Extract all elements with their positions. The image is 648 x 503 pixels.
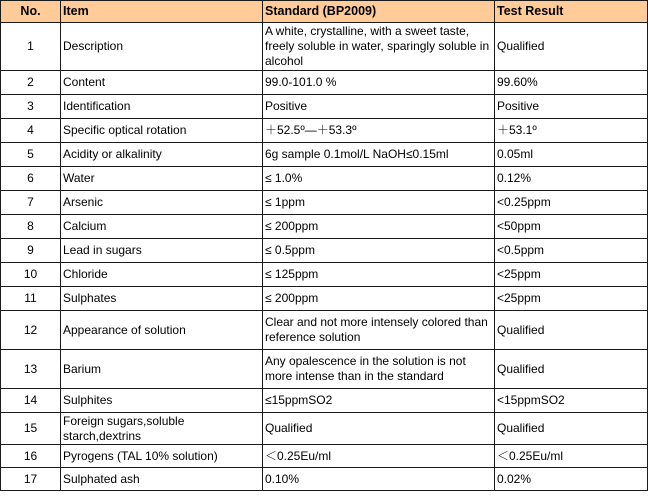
row-standard: ＜0.25Eu/ml	[263, 445, 495, 468]
row-item: Sulphates	[61, 287, 263, 311]
row-no: 5	[1, 143, 61, 167]
header-item: Item	[61, 1, 263, 23]
row-item: Sulphated ash	[61, 468, 263, 491]
row-standard: 0.10%	[263, 468, 495, 491]
header-row	[1, 1, 648, 23]
table-row	[1, 167, 648, 191]
table-row	[1, 287, 648, 311]
row-standard: ≤ 200ppm	[263, 215, 495, 239]
table-row	[1, 119, 648, 143]
row-no: 7	[1, 191, 61, 215]
row-item: Foreign sugars,soluble starch,dextrins	[61, 413, 263, 445]
table-row	[1, 445, 648, 468]
table-row	[1, 95, 648, 119]
row-standard: 6g sample 0.1mol/L NaOH≤0.15ml	[263, 143, 495, 167]
row-item: Water	[61, 167, 263, 191]
row-item: Calcium	[61, 215, 263, 239]
row-standard: Qualified	[263, 413, 495, 445]
table-row	[1, 23, 648, 71]
table-row	[1, 468, 648, 491]
table-row	[1, 311, 648, 350]
row-no: 8	[1, 215, 61, 239]
row-no: 13	[1, 350, 61, 389]
row-no: 2	[1, 71, 61, 95]
table-row	[1, 215, 648, 239]
row-standard: A white, crystalline, with a sweet taste, freely soluble in water, sparingly soluble in alcohol	[263, 23, 495, 71]
row-item: Sulphites	[61, 389, 263, 413]
row-standard: ≤ 200ppm	[263, 287, 495, 311]
row-standard: Any opalescence in the solution is not more intense than in the standard	[263, 350, 495, 389]
row-test-result: 99.60%	[495, 71, 648, 95]
row-no: 6	[1, 167, 61, 191]
row-no: 11	[1, 287, 61, 311]
row-test-result: <25ppm	[495, 287, 648, 311]
row-item: Lead in sugars	[61, 239, 263, 263]
row-no: 15	[1, 413, 61, 445]
row-test-result: Qualified	[495, 413, 648, 445]
row-test-result: <25ppm	[495, 263, 648, 287]
header-test-result: Test Result	[495, 1, 648, 23]
row-item: Description	[61, 23, 263, 71]
table-row	[1, 413, 648, 445]
row-standard: ≤ 0.5ppm	[263, 239, 495, 263]
row-item: Content	[61, 71, 263, 95]
row-test-result: Qualified	[495, 350, 648, 389]
table-row	[1, 239, 648, 263]
row-standard: ≤15ppmSO2	[263, 389, 495, 413]
row-standard: ＋52.5º—＋53.3º	[263, 119, 495, 143]
row-test-result: 0.05ml	[495, 143, 648, 167]
row-no: 12	[1, 311, 61, 350]
row-item: Acidity or alkalinity	[61, 143, 263, 167]
row-standard: ≤ 1ppm	[263, 191, 495, 215]
row-item: Chloride	[61, 263, 263, 287]
table-row	[1, 263, 648, 287]
row-test-result: <15ppmSO2	[495, 389, 648, 413]
row-standard: ≤ 1.0%	[263, 167, 495, 191]
row-item: Appearance of solution	[61, 311, 263, 350]
row-no: 9	[1, 239, 61, 263]
row-test-result: Positive	[495, 95, 648, 119]
table-row	[1, 389, 648, 413]
table-row	[1, 191, 648, 215]
row-no: 16	[1, 445, 61, 468]
row-standard: Clear and not more intensely colored than reference solution	[263, 311, 495, 350]
row-test-result: Qualified	[495, 23, 648, 71]
row-no: 10	[1, 263, 61, 287]
row-no: 4	[1, 119, 61, 143]
row-item: Pyrogens (TAL 10% solution)	[61, 445, 263, 468]
header-standard: Standard (BP2009)	[263, 1, 495, 23]
row-standard: 99.0-101.0 %	[263, 71, 495, 95]
row-item: Identification	[61, 95, 263, 119]
row-test-result: Qualified	[495, 311, 648, 350]
row-test-result: 0.02%	[495, 468, 648, 491]
row-test-result: ＋53.1º	[495, 119, 648, 143]
row-no: 14	[1, 389, 61, 413]
row-standard: Positive	[263, 95, 495, 119]
row-test-result: <0.5ppm	[495, 239, 648, 263]
row-test-result: 0.12%	[495, 167, 648, 191]
header-no: No.	[1, 1, 61, 23]
row-test-result: ＜0.25Eu/ml	[495, 445, 648, 468]
row-item: Barium	[61, 350, 263, 389]
row-no: 1	[1, 23, 61, 71]
table-row	[1, 143, 648, 167]
row-standard: ≤ 125ppm	[263, 263, 495, 287]
row-no: 3	[1, 95, 61, 119]
row-item: Arsenic	[61, 191, 263, 215]
row-test-result: <0.25ppm	[495, 191, 648, 215]
table-row	[1, 350, 648, 389]
table-row	[1, 71, 648, 95]
row-test-result: <50ppm	[495, 215, 648, 239]
row-no: 17	[1, 468, 61, 491]
row-item: Specific optical rotation	[61, 119, 263, 143]
